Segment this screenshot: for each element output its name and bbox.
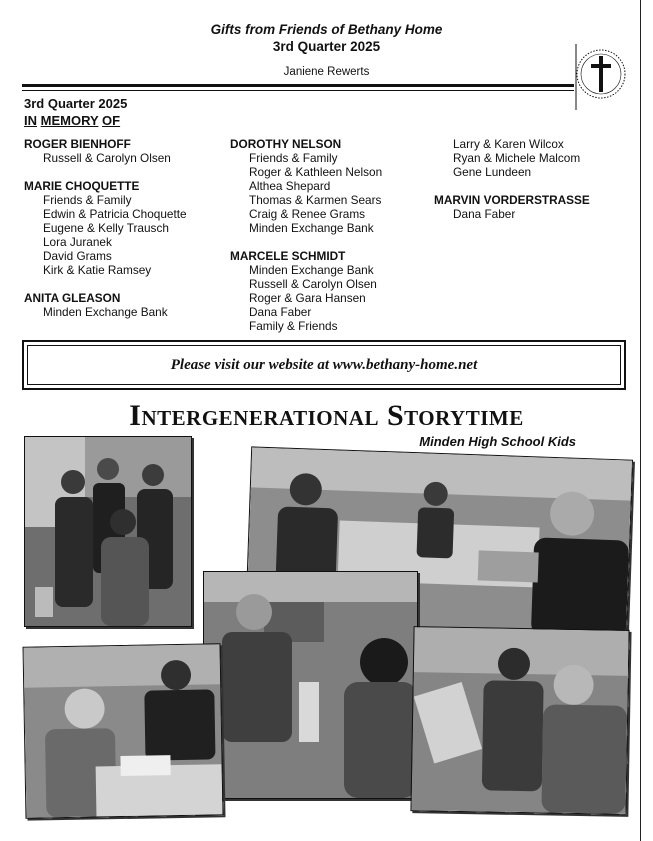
section-memory: MEMORY <box>40 113 99 128</box>
memorial-group <box>434 193 590 221</box>
donor-name: Minden Exchange Bank <box>249 263 374 277</box>
section-of: OF <box>102 113 121 128</box>
donor-name: Roger & Gara Hansen <box>249 291 366 305</box>
donor-name: Russell & Carolyn Olsen <box>249 277 377 291</box>
donor-name: Dana Faber <box>453 207 516 221</box>
donor-name: Gene Lundeen <box>453 165 532 179</box>
storytime-title: Intergenerational Storytime <box>129 399 524 432</box>
memorial-group <box>24 179 187 277</box>
donor-name: Craig & Renee Grams <box>249 207 366 221</box>
memorial-group <box>24 137 187 165</box>
memorial-name: MARCELE SCHMIDT <box>230 249 346 263</box>
memorial-group <box>230 249 382 333</box>
website-banner <box>22 340 626 390</box>
donor-name: David Grams <box>43 249 112 263</box>
donor-name: Minden Exchange Bank <box>249 221 374 235</box>
photo-resident-reading <box>203 571 418 799</box>
memorial-name: ANITA GLEASON <box>24 291 121 305</box>
photo-students-group <box>24 436 192 627</box>
donor-name: Althea Shepard <box>249 179 331 193</box>
bethany-home-logo <box>574 44 628 110</box>
memorial-name: MARVIN VORDERSTRASSE <box>434 193 590 207</box>
donor-name: Dana Faber <box>249 305 312 319</box>
newsletter-title: Gifts from Friends of Bethany Home <box>210 22 443 37</box>
donor-name: Thomas & Karmen Sears <box>249 193 382 207</box>
website-banner-inner <box>27 345 621 385</box>
storytime-subtitle: Minden High School Kids <box>419 434 576 449</box>
donor-name: Russell & Carolyn Olsen <box>43 151 171 165</box>
newsletter-subtitle: 3rd Quarter 2025 <box>272 39 381 54</box>
memorial-group <box>24 291 187 319</box>
photo-resident-table <box>23 643 224 818</box>
donor-name: Larry & Karen Wilcox <box>453 137 564 151</box>
header-rule-thick <box>22 84 574 87</box>
memorial-column-3 <box>434 137 590 235</box>
memorial-column-1 <box>24 137 187 333</box>
author-name: Janiene Rewerts <box>283 66 370 78</box>
donor-name: Friends & Family <box>43 193 132 207</box>
header-rule-thin <box>22 90 574 91</box>
donor-name: Friends & Family <box>249 151 338 165</box>
photo-student-book <box>410 626 629 815</box>
website-banner-text[interactable]: Please visit our website at www.bethany-home.net <box>170 356 478 373</box>
donor-name: Minden Exchange Bank <box>43 305 168 319</box>
memorial-group-continued <box>434 137 590 179</box>
donor-name: Ryan & Michele Malcom <box>453 151 581 165</box>
memorial-group <box>230 137 382 235</box>
memorial-name: DOROTHY NELSON <box>230 137 342 151</box>
donor-name: Family & Friends <box>249 319 338 333</box>
section-heading <box>24 95 127 129</box>
memorial-name: MARIE CHOQUETTE <box>24 179 140 193</box>
section-quarter: 3rd Quarter 2025 <box>24 96 128 111</box>
donor-name: Eugene & Kelly Trausch <box>43 221 169 235</box>
memorial-column-2 <box>230 137 382 347</box>
donor-name: Kirk & Katie Ramsey <box>43 263 152 277</box>
section-in: IN <box>24 113 37 128</box>
memorial-name: ROGER BIENHOFF <box>24 137 131 151</box>
donor-name: Roger & Kathleen Nelson <box>249 165 383 179</box>
donor-name: Edwin & Patricia Choquette <box>43 207 187 221</box>
donor-name: Lora Juranek <box>43 235 112 249</box>
